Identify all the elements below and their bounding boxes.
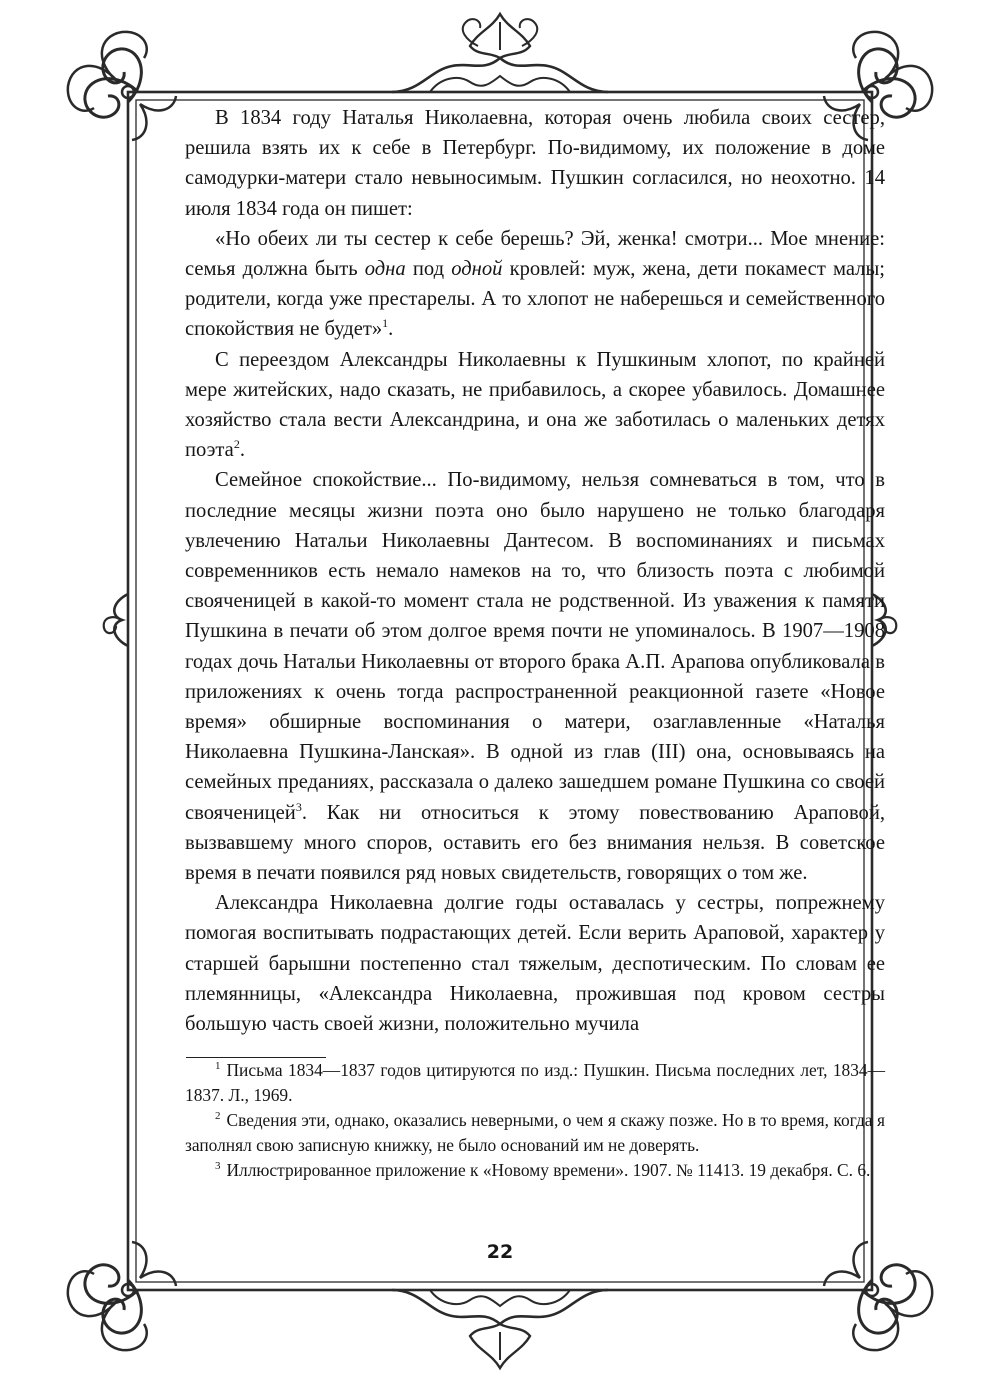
footnote-number: 3 <box>215 1160 221 1173</box>
footnote-number: 1 <box>215 1060 221 1073</box>
footnote-reference: 1 <box>382 316 389 331</box>
main-text <box>185 103 885 1039</box>
footnote <box>185 1108 885 1158</box>
paragraph <box>185 465 885 888</box>
footnote-number: 2 <box>215 1110 221 1123</box>
footnote-text: Иллюстрированное приложение к «Новому времени». 1907. № 11413. 19 декабря. С. 6. <box>226 1160 871 1180</box>
corner-ornament-bottom-left <box>68 1242 176 1350</box>
emphasized-text: одна <box>364 258 406 281</box>
text-run: . <box>388 318 394 341</box>
paragraph <box>185 345 885 466</box>
top-center-ornament <box>392 14 608 92</box>
footnote <box>185 1158 885 1183</box>
footnote-text: Сведения эти, однако, оказались неверными, о чем я скажу позже. Но в то время, когда я заполнял свою записную книжку, не было оснований им не доверять. <box>185 1110 885 1155</box>
text-run: Семейное спокойствие... По-видимому, нельзя сомневаться в том, что в последние месяцы жизни поэта оно было нарушено не только благодаря увлечению Натальи Николаевны Дантесом. В воспоминаниях и письмах современников есть немало намеков на то, что близость поэта с любимой свояченицей в какой-то момент стала не родственной. Из уважения к памяти Пушкина в печати об этом долгое время почти не упоминалось. В 1907—1908 годах дочь Натальи Николаевны от второго брака А.П. Арапова опубликовала в приложениях к очень тогда распространенной реакционной газете «Новое время» обширные воспоминания о матери, озаглавленные «Наталья Николаевна Пушкина-Ланская». В одной из глав (III) она, основываясь на семейных преданиях, рассказала о далеко зашедшем романе Пушкина со своей свояченицей <box>185 469 885 824</box>
footnote-reference: 2 <box>233 437 240 452</box>
text-run: «Но обеих ли ты сестер к себе берешь? Эй, женка! смотри... Мое мнение: семья должна быть <box>185 227 885 281</box>
paragraph <box>185 103 885 224</box>
emphasized-text: одной <box>451 258 503 281</box>
bottom-center-ornament <box>392 1290 608 1368</box>
footnotes <box>185 1058 885 1183</box>
text-run: . <box>239 439 245 462</box>
text-run: Александра Николаевна долгие годы оставалась у сестры, попрежнему помогая воспитывать подрастающих детей. Если верить Араповой, характер у старшей барышни постепенно стал тяжелым, деспотическим. По словам ее племянницы, «Александра Николаевна, прожившая под кровом сестры большую часть своей жизни, положительно мучила <box>185 892 885 1036</box>
footnote-reference: 3 <box>295 799 302 814</box>
paragraph <box>185 224 885 345</box>
corner-ornament-bottom-right <box>824 1242 932 1350</box>
side-ornament-left <box>104 594 128 646</box>
footnote-text: Письма 1834—1837 годов цитируются по изд.: Пушкин. Письма последних лет, 1834—1837. Л., 1969. <box>185 1060 885 1105</box>
text-run: . Как ни относиться к этому повествованию Араповой, вызвавшему много споров, оставить его без внимания нельзя. В советское время в печати появился ряд новых свидетельств, говорящих о том же. <box>185 801 885 885</box>
text-run: под <box>405 258 452 281</box>
text-run: С переездом Александры Николаевны к Пушкиным хлопот, по крайней мере житейских, надо сказать, не прибавилось, а скорее убавилось. Домашнее хозяйство стала вести Александрина, и она же заботилась о маленьких детях поэта <box>185 348 885 462</box>
corner-ornament-top-left <box>68 32 176 140</box>
paragraph <box>185 888 885 1039</box>
text-run: кровлей: муж, жена, дети покамест малы; родители, когда уже престарелы. А то хлопот не наберешься и семейственного спокойствия не будет» <box>185 258 886 341</box>
footnote <box>185 1058 885 1108</box>
text-run: В 1834 году Наталья Николаевна, которая очень любила своих сестер, решила взять их к себе в Петербург. По-видимому, их положение в доме самодурки-матери стало невыносимым. Пушкин согласился, но неохотно. 14 июля 1834 года он пишет: <box>185 107 885 220</box>
page-number: 22 <box>486 1241 514 1263</box>
